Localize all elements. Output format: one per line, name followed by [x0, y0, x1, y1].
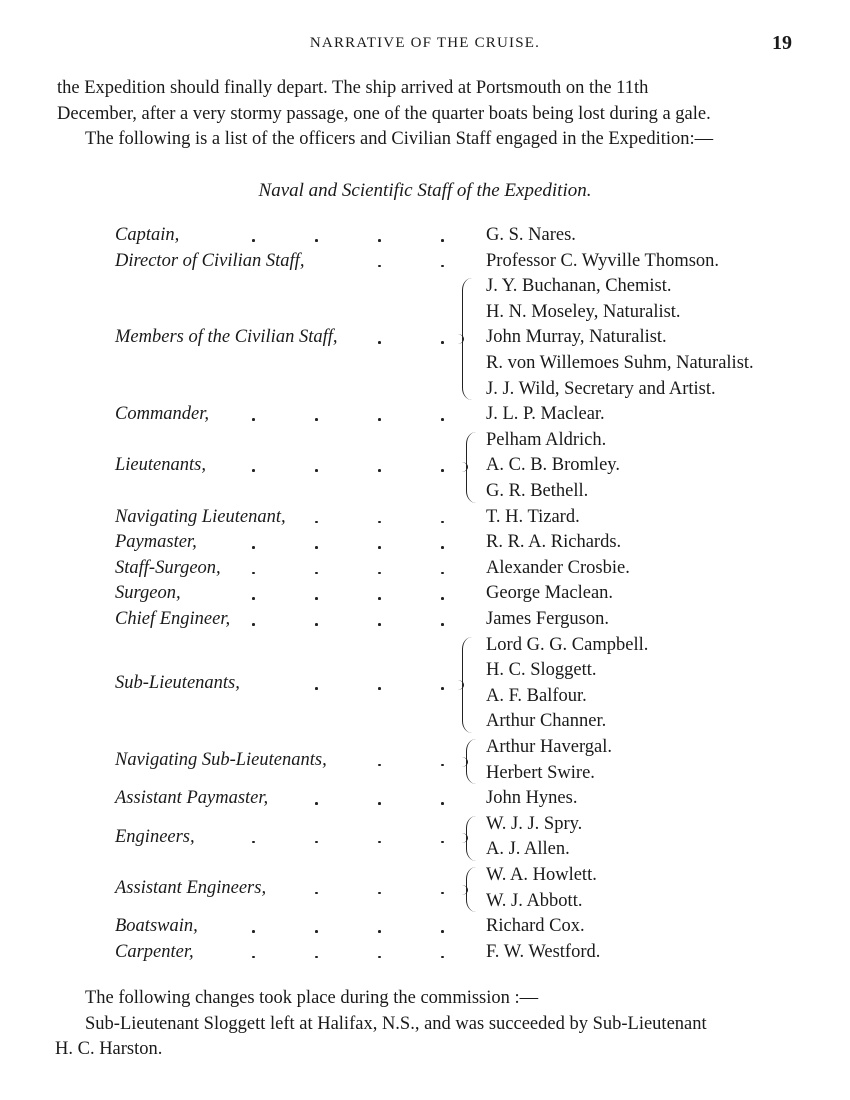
staff-name: W. J. Abbott. [486, 890, 583, 911]
leader-dot [252, 930, 255, 933]
staff-name: Pelham Aldrich. [486, 429, 607, 450]
staff-role-label: Staff-Surgeon, [115, 557, 221, 578]
leader-dot [441, 687, 444, 690]
staff-role [115, 250, 455, 272]
staff-role-label: Assistant Engineers, [115, 877, 267, 898]
leader-dot [315, 841, 318, 844]
staff-name: George Maclean. [486, 583, 614, 604]
staff-name: H. N. Moseley, Naturalist. [486, 301, 681, 322]
grouping-brace [466, 432, 483, 503]
staff-name: J. J. Wild, Secretary and Artist. [486, 378, 716, 399]
staff-role-label: Captain, [115, 225, 180, 245]
staff-name: A. J. Allen. [486, 839, 570, 860]
leader-dot [315, 418, 318, 421]
leader-dot [378, 239, 381, 242]
staff-role-label: Navigating Sub-Lieutenants, [115, 749, 327, 770]
leader-dot [378, 265, 381, 268]
leader-dot [441, 418, 444, 421]
staff-role [115, 941, 455, 963]
leader-dot [315, 546, 318, 549]
staff-role-label: Lieutenants, [115, 455, 206, 476]
leader-dot [252, 469, 255, 472]
staff-role [115, 877, 455, 899]
staff-name: J. Y. Buchanan, Chemist. [486, 276, 672, 297]
staff-role [115, 557, 455, 579]
staff-name: G. S. Nares. [486, 225, 576, 245]
staff-role-label: Engineers, [115, 826, 195, 847]
grouping-brace [462, 278, 479, 400]
staff-role-label: Carpenter, [115, 941, 194, 962]
changes-paragraph [57, 986, 793, 1063]
leader-dot [315, 469, 318, 472]
leader-dot [378, 521, 381, 524]
leader-dot [378, 469, 381, 472]
leader-dot [378, 546, 381, 549]
staff-name: G. R. Bethell. [486, 481, 589, 501]
leader-dot [378, 341, 381, 344]
staff-name: J. L. P. Maclear. [486, 404, 605, 425]
staff-role-label: Surgeon, [115, 583, 181, 604]
staff-name: H. C. Sloggett. [486, 660, 597, 681]
leader-dot [315, 930, 318, 933]
staff-role [115, 749, 455, 771]
leader-dot [315, 687, 318, 690]
leader-dot [441, 239, 444, 242]
intro-line-3: The following is a list of the officers and Civilian Staff engaged in the Expedition:— [85, 129, 714, 149]
staff-role [115, 582, 455, 604]
staff-name: F. W. Westford. [486, 941, 601, 962]
leader-dot [378, 687, 381, 690]
grouping-brace [462, 637, 479, 733]
staff-name: Alexander Crosbie. [486, 557, 630, 578]
leader-dot [315, 239, 318, 242]
leader-dot [378, 418, 381, 421]
leader-dot [315, 623, 318, 626]
leader-dot [378, 930, 381, 933]
leader-dot [441, 546, 444, 549]
staff-role [115, 506, 455, 528]
staff-name: Professor C. Wyville Thomson. [486, 250, 720, 271]
leader-dot [252, 546, 255, 549]
leader-dot [441, 521, 444, 524]
intro-line-1: the Expedition should finally depart. The ship arrived at Portsmouth on the 11th [57, 78, 649, 98]
leader-dot [252, 418, 255, 421]
page-number: 19 [772, 32, 792, 54]
staff-role [115, 326, 455, 348]
leader-dot [315, 521, 318, 524]
staff-name: Arthur Havergal. [486, 737, 613, 757]
intro-line-2: December, after a very stormy passage, one of the quarter boats being lost during a gale. [57, 103, 711, 124]
staff-role [115, 915, 455, 937]
running-title: NARRATIVE OF THE CRUISE. [309, 35, 541, 51]
staff-name: R. R. A. Richards. [486, 532, 622, 553]
staff-name: A. F. Balfour. [486, 685, 587, 706]
staff-role [115, 531, 455, 553]
leader-dot [315, 597, 318, 600]
staff-role [115, 224, 455, 246]
staff-name: Herbert Swire. [486, 762, 595, 783]
leader-dot [441, 265, 444, 268]
staff-role [115, 454, 455, 476]
staff-name: T. H. Tizard. [486, 506, 580, 527]
leader-dot [252, 623, 255, 626]
staff-role-label: Assistant Paymaster, [115, 788, 269, 809]
staff-name: A. C. B. Bromley. [486, 455, 620, 476]
staff-role [115, 672, 455, 694]
leader-dot [441, 597, 444, 600]
staff-role-label: Chief Engineer, [115, 609, 231, 629]
staff-role [115, 826, 455, 848]
leader-dot [441, 841, 444, 844]
staff-role-label: Commander, [115, 404, 210, 425]
staff-role [115, 787, 455, 809]
staff-role-label: Members of the Civilian Staff, [115, 327, 338, 348]
leader-dot [252, 841, 255, 844]
changes-line-1: The following changes took place during the commission :— [85, 988, 539, 1008]
grouping-brace [466, 867, 483, 912]
leader-dot [441, 623, 444, 626]
leader-dot [252, 239, 255, 242]
staff-name: Arthur Channer. [486, 711, 607, 732]
staff-name: W. A. Howlett. [486, 865, 597, 885]
staff-name: John Hynes. [486, 788, 578, 809]
leader-dot [441, 469, 444, 472]
staff-name: John Murray, Naturalist. [486, 327, 667, 348]
staff-name: James Ferguson. [486, 609, 609, 629]
changes-line-2: Sub-Lieutenant Sloggett left at Halifax, N.S., and was succeeded by Sub-Lieutenant [85, 1013, 707, 1034]
leader-dot [378, 597, 381, 600]
leader-dot [315, 802, 318, 805]
leader-dot [441, 341, 444, 344]
leader-dot [378, 623, 381, 626]
staff-name: Lord G. G. Campbell. [486, 634, 649, 655]
staff-name: Richard Cox. [486, 916, 585, 937]
leader-dot [378, 841, 381, 844]
changes-line-3: H. C. Harston. [55, 1039, 163, 1059]
leader-dot [441, 802, 444, 805]
staff-name: R. von Willemoes Suhm, Naturalist. [486, 353, 754, 373]
leader-dot [378, 802, 381, 805]
section-title: Naval and Scientific Staff of the Expedition. [258, 180, 592, 201]
staff-role-label: Director of Civilian Staff, [115, 250, 305, 271]
leader-dot [441, 930, 444, 933]
grouping-brace [466, 816, 483, 861]
staff-role-label: Boatswain, [115, 916, 198, 937]
grouping-brace [466, 739, 483, 784]
staff-role-label: Sub-Lieutenants, [115, 673, 240, 693]
leader-dot [252, 597, 255, 600]
staff-role-label: Paymaster, [115, 532, 197, 553]
staff-name: W. J. J. Spry. [486, 813, 583, 834]
staff-role [115, 403, 455, 425]
staff-role [115, 608, 455, 630]
staff-role-label: Navigating Lieutenant, [115, 506, 286, 527]
